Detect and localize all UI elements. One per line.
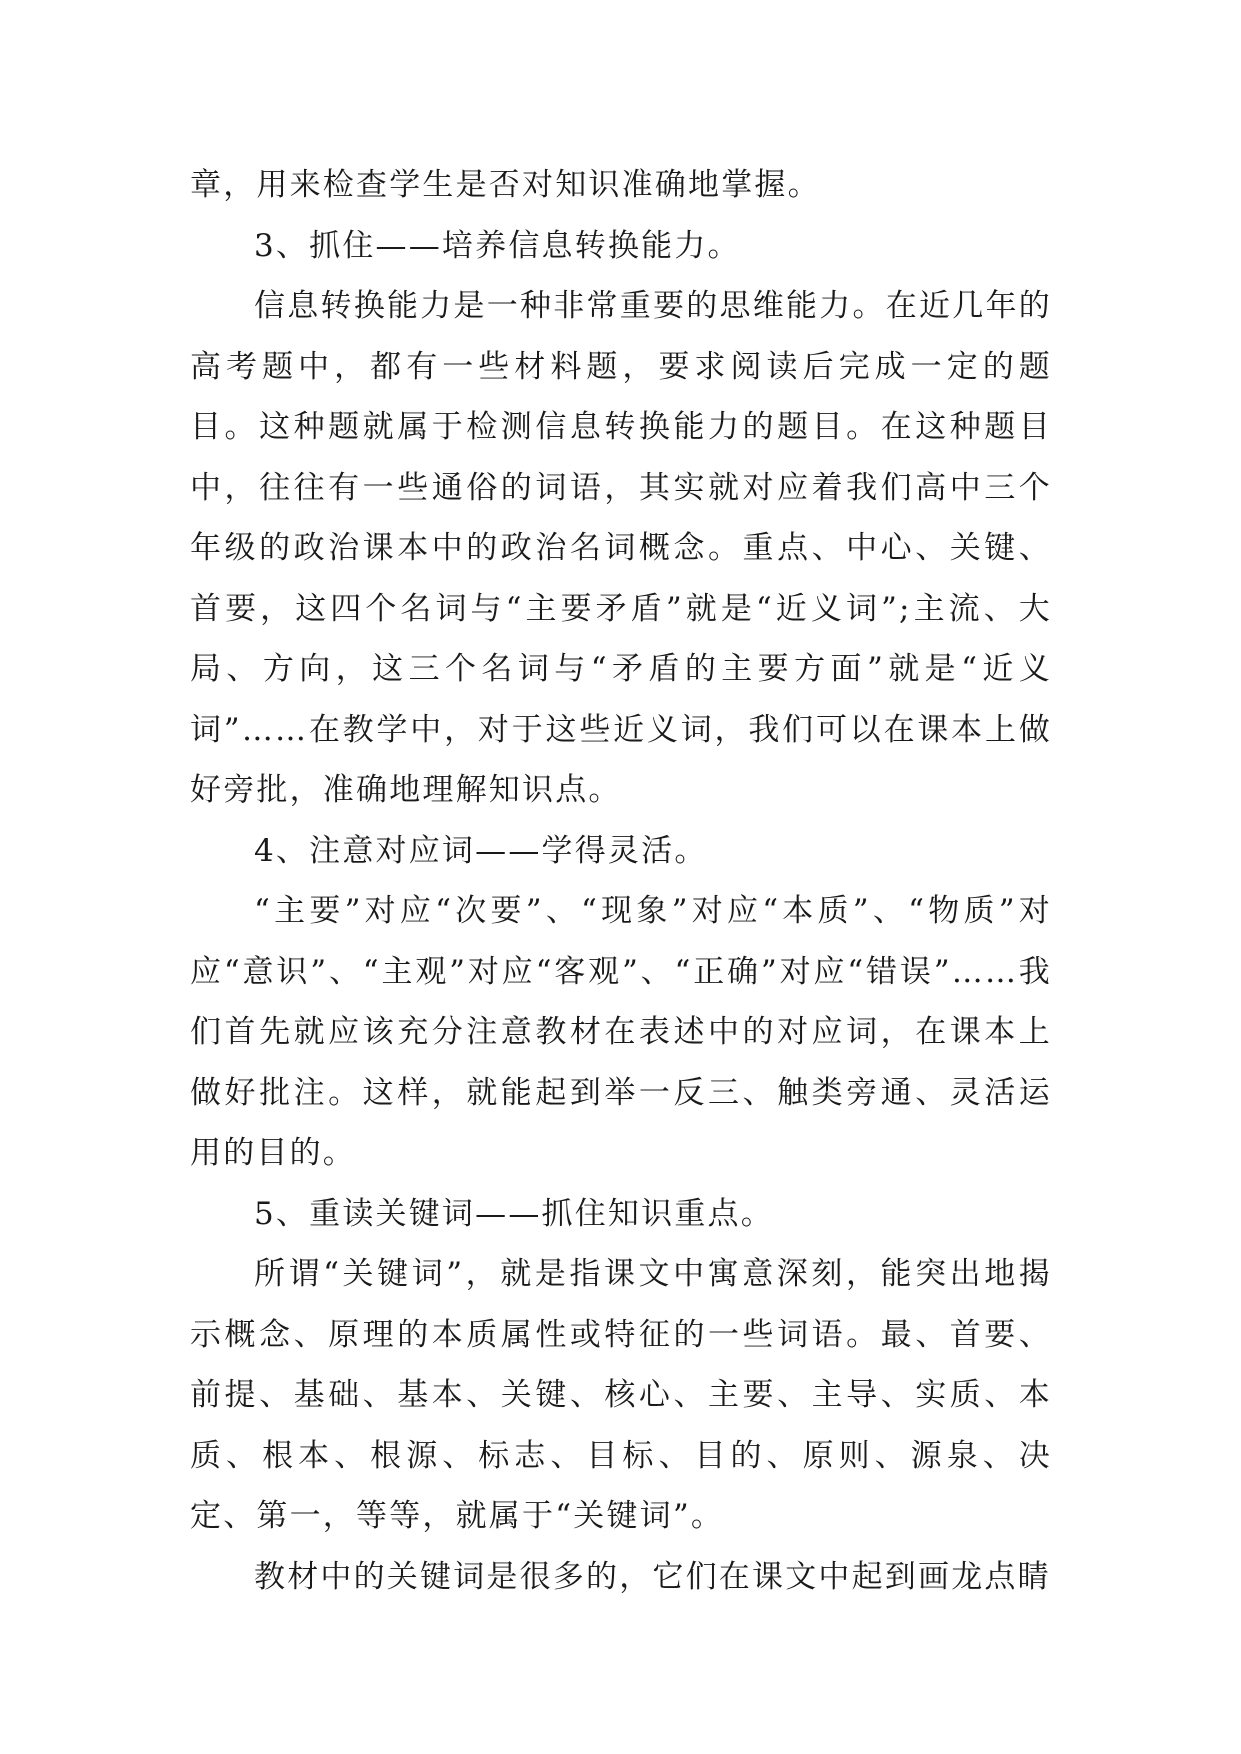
section-heading-5: 5、重读关键词——抓住知识重点。 bbox=[254, 1195, 774, 1232]
paragraph-info-conversion: 信息转换能力是一种非常重要的思维能力。在近几年的高考题中，都有一些材料题，要求阅读后完成一定的题目。这种题就属于检测信息转换能力的题目。在这种题目中，往往有一些通俗的词语，其实就对应着我们高中三个年级的政治课本中的政治名词概念。重点、中心、关键、首要，这四个名词与“主要矛盾”就是“近义词”;主流、大局、方向，这三个名词与“矛盾的主要方面”就是“近义词”……在教学中，对于这些近义词，我们可以在课本上做好旁批，准确地理解知识点。 bbox=[190, 288, 1052, 808]
paragraph-key-words: 所谓“关键词”，就是指课文中寓意深刻，能突出地揭示概念、原理的本质属性或特征的一些词语。最、首要、前提、基础、基本、关键、核心、主要、主导、实质、本质、根本、根源、标志、目标、目的、原则、源泉、决定、第一，等等，就属于“关键词”。 bbox=[190, 1256, 1052, 1534]
body-text bbox=[190, 155, 1052, 1607]
section-heading-3: 3、抓住——培养信息转换能力。 bbox=[254, 227, 741, 264]
paragraph-continuation: 章，用来检查学生是否对知识准确地掌握。 bbox=[190, 167, 821, 203]
paragraph-key-words-continued: 教材中的关键词是很多的，它们在课文中起到画龙点睛 bbox=[254, 1558, 1051, 1595]
paragraph-corresponding-words: “主要”对应“次要”、“现象”对应“本质”、“物质”对应“意识”、“主观”对应“客观”、“正确”对应“错误”……我们首先就应该充分注意教材在表述中的对应词，在课本上做好批注。这样，就能起到举一反三、触类旁通、灵活运用的目的。 bbox=[190, 893, 1052, 1171]
section-heading-4: 4、注意对应词——学得灵活。 bbox=[254, 832, 708, 869]
